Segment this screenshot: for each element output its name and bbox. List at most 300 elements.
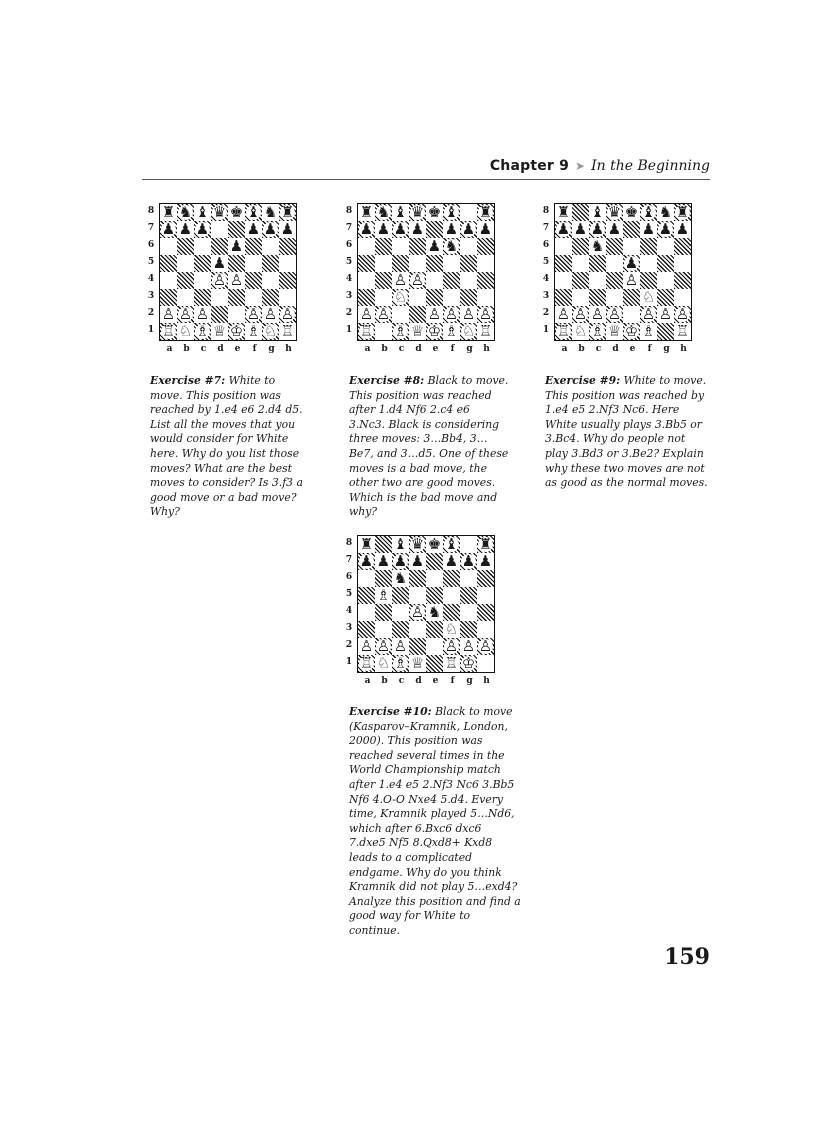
white-knight-icon: ♘	[263, 322, 278, 340]
square-e7	[623, 221, 640, 238]
white-bishop-icon: ♗	[195, 322, 210, 340]
square-c8	[392, 536, 409, 553]
square-c4	[392, 272, 409, 289]
square-f3	[245, 289, 262, 306]
square-b1	[572, 323, 589, 340]
square-b6	[177, 238, 194, 255]
square-c3	[392, 621, 409, 638]
chessboard	[357, 203, 495, 341]
black-pawn-icon: ♟	[478, 220, 493, 238]
square-d2	[606, 306, 623, 323]
black-queen-icon: ♛	[607, 203, 622, 221]
square-g1	[460, 655, 477, 672]
square-h7	[674, 221, 691, 238]
exercise-label: Exercise #9:	[545, 374, 621, 387]
white-pawn-icon: ♙	[393, 637, 408, 655]
square-h8	[279, 204, 296, 221]
section-title: In the Beginning	[591, 158, 710, 174]
square-c2	[392, 306, 409, 323]
square-c8	[392, 204, 409, 221]
black-bishop-icon: ♝	[393, 203, 408, 221]
square-d7	[409, 553, 426, 570]
black-queen-icon: ♛	[212, 203, 227, 221]
white-pawn-icon: ♙	[607, 305, 622, 323]
square-a4	[160, 272, 177, 289]
square-a7	[555, 221, 572, 238]
white-knight-icon: ♘	[573, 322, 588, 340]
black-pawn-icon: ♟	[641, 220, 656, 238]
white-pawn-icon: ♙	[478, 637, 493, 655]
square-d3	[409, 289, 426, 306]
file-label: e	[629, 344, 636, 354]
square-g7	[657, 221, 674, 238]
white-rook-icon: ♖	[556, 322, 571, 340]
square-h7	[477, 553, 494, 570]
black-pawn-icon: ♟	[161, 220, 176, 238]
square-a8	[160, 204, 177, 221]
black-knight-icon: ♞	[444, 237, 459, 255]
black-bishop-icon: ♝	[195, 203, 210, 221]
square-a5	[160, 255, 177, 272]
black-pawn-icon: ♟	[461, 220, 476, 238]
square-c3	[589, 289, 606, 306]
rank-label: 7	[345, 223, 353, 233]
file-label: d	[415, 676, 422, 686]
file-label: c	[398, 344, 405, 354]
black-pawn-icon: ♟	[590, 220, 605, 238]
chessboard	[554, 203, 692, 341]
file-label: h	[483, 676, 490, 686]
black-pawn-icon: ♟	[478, 552, 493, 570]
square-f6	[443, 570, 460, 587]
black-pawn-icon: ♟	[246, 220, 261, 238]
square-a8	[358, 204, 375, 221]
square-a3	[358, 621, 375, 638]
square-d2	[211, 306, 228, 323]
white-king-icon: ♔	[427, 322, 442, 340]
square-e6	[623, 238, 640, 255]
square-e6	[228, 238, 245, 255]
black-rook-icon: ♜	[478, 203, 493, 221]
white-queen-icon: ♕	[410, 322, 425, 340]
black-pawn-icon: ♟	[675, 220, 690, 238]
white-knight-icon: ♘	[393, 288, 408, 306]
white-rook-icon: ♖	[444, 654, 459, 672]
square-h6	[477, 238, 494, 255]
square-c5	[392, 587, 409, 604]
rank-label: 3	[345, 291, 353, 301]
black-king-icon: ♚	[229, 203, 244, 221]
square-e7	[228, 221, 245, 238]
square-f2	[443, 306, 460, 323]
square-b5	[375, 255, 392, 272]
square-e2	[228, 306, 245, 323]
rank-label: 5	[345, 257, 353, 267]
black-pawn-icon: ♟	[229, 237, 244, 255]
square-d3	[606, 289, 623, 306]
square-g8	[460, 536, 477, 553]
black-pawn-icon: ♟	[427, 237, 442, 255]
square-c1	[392, 655, 409, 672]
square-a4	[358, 272, 375, 289]
white-pawn-icon: ♙	[573, 305, 588, 323]
white-bishop-icon: ♗	[393, 654, 408, 672]
rank-label: 2	[147, 308, 155, 318]
square-h4	[674, 272, 691, 289]
white-rook-icon: ♖	[280, 322, 295, 340]
exercise-7	[150, 374, 310, 520]
square-c3	[392, 289, 409, 306]
square-e2	[426, 306, 443, 323]
file-label: h	[285, 344, 292, 354]
black-pawn-icon: ♟	[359, 552, 374, 570]
exercise-text: Black to move (Kasparov–Kramnik, London, 2000). This position was reached several times in the World Championship match after 1.e4 e5 2.Nf3 Nc6 3.Bb5 Nf6 4.O-O Nxe4 5.d4. Every time, Kramnik played 5…Nd6, which after 6.Bxc6 dxc6 7.dxe5 Nf5 8.Qxd8+ Kxd8 leads to a complicated endgame. Why do you think Kramnik did not play 5…exd4? Analyze this position and find a good way for White to continue.	[349, 705, 521, 937]
square-a3	[555, 289, 572, 306]
square-g6	[460, 238, 477, 255]
black-bishop-icon: ♝	[641, 203, 656, 221]
square-h2	[674, 306, 691, 323]
square-d8	[211, 204, 228, 221]
file-label: d	[217, 344, 224, 354]
white-pawn-icon: ♙	[410, 271, 425, 289]
white-rook-icon: ♖	[478, 322, 493, 340]
square-g1	[262, 323, 279, 340]
black-knight-icon: ♞	[658, 203, 673, 221]
square-e4	[623, 272, 640, 289]
square-f5	[640, 255, 657, 272]
square-d6	[606, 238, 623, 255]
square-f4	[443, 604, 460, 621]
square-f1	[443, 323, 460, 340]
square-e7	[426, 553, 443, 570]
square-c4	[392, 604, 409, 621]
square-b4	[375, 272, 392, 289]
rank-label: 7	[147, 223, 155, 233]
square-c6	[392, 570, 409, 587]
square-b7	[375, 221, 392, 238]
black-rook-icon: ♜	[675, 203, 690, 221]
square-h2	[477, 638, 494, 655]
square-d6	[211, 238, 228, 255]
exercise-label: Exercise #7:	[150, 374, 226, 387]
file-label: c	[595, 344, 602, 354]
square-c2	[589, 306, 606, 323]
file-label: b	[381, 344, 388, 354]
square-a6	[160, 238, 177, 255]
square-d1	[211, 323, 228, 340]
file-label: a	[166, 344, 173, 354]
square-b3	[572, 289, 589, 306]
square-b3	[375, 289, 392, 306]
square-e3	[228, 289, 245, 306]
square-f7	[443, 221, 460, 238]
white-pawn-icon: ♙	[410, 603, 425, 621]
rank-label: 4	[147, 274, 155, 284]
black-king-icon: ♚	[427, 535, 442, 553]
black-knight-icon: ♞	[178, 203, 193, 221]
black-knight-icon: ♞	[393, 569, 408, 587]
square-e2	[426, 638, 443, 655]
file-label: f	[450, 344, 455, 354]
black-rook-icon: ♜	[478, 535, 493, 553]
white-pawn-icon: ♙	[393, 271, 408, 289]
rank-label: 5	[542, 257, 550, 267]
square-f3	[443, 621, 460, 638]
square-b4	[177, 272, 194, 289]
white-rook-icon: ♖	[675, 322, 690, 340]
square-h2	[477, 306, 494, 323]
square-a2	[160, 306, 177, 323]
square-d4	[409, 604, 426, 621]
rank-label: 8	[542, 206, 550, 216]
square-h8	[674, 204, 691, 221]
square-b8	[572, 204, 589, 221]
rank-label: 8	[345, 538, 353, 548]
rank-label: 4	[345, 606, 353, 616]
file-labels	[556, 344, 692, 354]
square-e1	[623, 323, 640, 340]
square-g7	[460, 553, 477, 570]
file-label: f	[647, 344, 652, 354]
square-f1	[640, 323, 657, 340]
black-pawn-icon: ♟	[263, 220, 278, 238]
exercise-9	[545, 374, 710, 491]
white-bishop-icon: ♗	[641, 322, 656, 340]
rank-label: 4	[345, 274, 353, 284]
square-g4	[657, 272, 674, 289]
square-a5	[358, 255, 375, 272]
white-bishop-icon: ♗	[444, 322, 459, 340]
running-header	[142, 154, 710, 180]
square-g8	[657, 204, 674, 221]
header-title	[490, 158, 710, 174]
square-c2	[392, 638, 409, 655]
file-labels	[161, 344, 297, 354]
square-e3	[623, 289, 640, 306]
square-a6	[358, 570, 375, 587]
square-b8	[375, 536, 392, 553]
square-g5	[657, 255, 674, 272]
square-b8	[177, 204, 194, 221]
black-pawn-icon: ♟	[573, 220, 588, 238]
file-label: h	[483, 344, 490, 354]
file-labels	[359, 344, 495, 354]
file-label: f	[252, 344, 257, 354]
file-label: e	[432, 676, 439, 686]
square-a1	[358, 323, 375, 340]
exercise-8	[349, 374, 509, 520]
black-rook-icon: ♜	[359, 535, 374, 553]
square-h1	[674, 323, 691, 340]
file-label: g	[466, 344, 473, 354]
square-a4	[555, 272, 572, 289]
square-h6	[477, 570, 494, 587]
white-king-icon: ♔	[461, 654, 476, 672]
square-h8	[477, 204, 494, 221]
square-g3	[657, 289, 674, 306]
square-c8	[589, 204, 606, 221]
square-c6	[589, 238, 606, 255]
square-d1	[409, 323, 426, 340]
square-d8	[409, 536, 426, 553]
white-pawn-icon: ♙	[280, 305, 295, 323]
square-f4	[443, 272, 460, 289]
white-pawn-icon: ♙	[444, 637, 459, 655]
white-pawn-icon: ♙	[556, 305, 571, 323]
white-queen-icon: ♕	[410, 654, 425, 672]
white-king-icon: ♔	[229, 322, 244, 340]
white-queen-icon: ♕	[607, 322, 622, 340]
rank-labels	[343, 203, 355, 339]
square-g1	[460, 323, 477, 340]
rank-label: 6	[345, 572, 353, 582]
square-b2	[177, 306, 194, 323]
black-queen-icon: ♛	[410, 535, 425, 553]
square-f7	[640, 221, 657, 238]
rank-label: 8	[147, 206, 155, 216]
square-e1	[426, 655, 443, 672]
white-knight-icon: ♘	[461, 322, 476, 340]
square-d8	[409, 204, 426, 221]
square-d7	[409, 221, 426, 238]
black-queen-icon: ♛	[410, 203, 425, 221]
square-d1	[409, 655, 426, 672]
white-pawn-icon: ♙	[161, 305, 176, 323]
square-d4	[606, 272, 623, 289]
square-h3	[477, 621, 494, 638]
square-h6	[674, 238, 691, 255]
square-a7	[358, 553, 375, 570]
square-e3	[426, 289, 443, 306]
square-f8	[640, 204, 657, 221]
black-pawn-icon: ♟	[556, 220, 571, 238]
black-pawn-icon: ♟	[393, 220, 408, 238]
file-label: e	[234, 344, 241, 354]
square-h1	[477, 655, 494, 672]
rank-label: 6	[542, 240, 550, 250]
black-rook-icon: ♜	[359, 203, 374, 221]
square-c7	[392, 553, 409, 570]
square-a6	[358, 238, 375, 255]
square-g6	[262, 238, 279, 255]
black-bishop-icon: ♝	[590, 203, 605, 221]
rank-label: 7	[542, 223, 550, 233]
exercise-text: Black to move. This position was reached after 1.d4 Nf6 2.c4 e6 3.Nc3. Black is considering three moves: 3…Bb4, 3…Be7, and 3…d5. One of these moves is a bad move, the other two are good moves. Which is the bad move and why?	[349, 374, 509, 519]
square-a1	[358, 655, 375, 672]
square-b7	[572, 221, 589, 238]
black-bishop-icon: ♝	[444, 535, 459, 553]
square-f8	[443, 204, 460, 221]
black-pawn-icon: ♟	[280, 220, 295, 238]
black-knight-icon: ♞	[590, 237, 605, 255]
white-pawn-icon: ♙	[641, 305, 656, 323]
square-h1	[279, 323, 296, 340]
square-h6	[279, 238, 296, 255]
square-e5	[426, 587, 443, 604]
square-f8	[245, 204, 262, 221]
square-e8	[426, 204, 443, 221]
square-e4	[228, 272, 245, 289]
black-pawn-icon: ♟	[444, 220, 459, 238]
chessboard	[357, 535, 495, 673]
square-f7	[443, 553, 460, 570]
square-g1	[657, 323, 674, 340]
rank-label: 3	[147, 291, 155, 301]
square-g5	[262, 255, 279, 272]
white-pawn-icon: ♙	[427, 305, 442, 323]
square-c7	[194, 221, 211, 238]
square-a2	[358, 306, 375, 323]
white-pawn-icon: ♙	[658, 305, 673, 323]
square-f3	[640, 289, 657, 306]
square-b8	[375, 204, 392, 221]
rank-label: 6	[147, 240, 155, 250]
square-d6	[409, 570, 426, 587]
square-d5	[211, 255, 228, 272]
square-g3	[460, 621, 477, 638]
arrow-icon: ➤	[575, 159, 586, 173]
white-pawn-icon: ♙	[461, 305, 476, 323]
square-d5	[409, 587, 426, 604]
white-pawn-icon: ♙	[675, 305, 690, 323]
square-h7	[477, 221, 494, 238]
square-h3	[674, 289, 691, 306]
square-g2	[657, 306, 674, 323]
square-f4	[640, 272, 657, 289]
square-d5	[606, 255, 623, 272]
square-e1	[228, 323, 245, 340]
square-c1	[392, 323, 409, 340]
black-pawn-icon: ♟	[359, 220, 374, 238]
black-bishop-icon: ♝	[246, 203, 261, 221]
black-pawn-icon: ♟	[461, 552, 476, 570]
black-bishop-icon: ♝	[393, 535, 408, 553]
square-a2	[358, 638, 375, 655]
square-b1	[375, 655, 392, 672]
black-pawn-icon: ♟	[393, 552, 408, 570]
chapter-label: Chapter 9	[489, 158, 570, 174]
white-pawn-icon: ♙	[444, 305, 459, 323]
black-pawn-icon: ♟	[212, 254, 227, 272]
square-b3	[375, 621, 392, 638]
square-e8	[426, 536, 443, 553]
square-f5	[443, 255, 460, 272]
rank-label: 4	[542, 274, 550, 284]
black-knight-icon: ♞	[263, 203, 278, 221]
square-d7	[211, 221, 228, 238]
black-pawn-icon: ♟	[410, 552, 425, 570]
square-f1	[443, 655, 460, 672]
square-g4	[460, 604, 477, 621]
white-pawn-icon: ♙	[376, 305, 391, 323]
square-f4	[245, 272, 262, 289]
square-e3	[426, 621, 443, 638]
square-a4	[358, 604, 375, 621]
square-g8	[262, 204, 279, 221]
square-d2	[409, 306, 426, 323]
square-c7	[589, 221, 606, 238]
white-king-icon: ♔	[624, 322, 639, 340]
square-f1	[245, 323, 262, 340]
file-label: b	[578, 344, 585, 354]
rank-label: 8	[345, 206, 353, 216]
square-b6	[375, 570, 392, 587]
black-pawn-icon: ♟	[658, 220, 673, 238]
square-h1	[477, 323, 494, 340]
file-label: b	[183, 344, 190, 354]
square-d3	[211, 289, 228, 306]
file-label: e	[432, 344, 439, 354]
